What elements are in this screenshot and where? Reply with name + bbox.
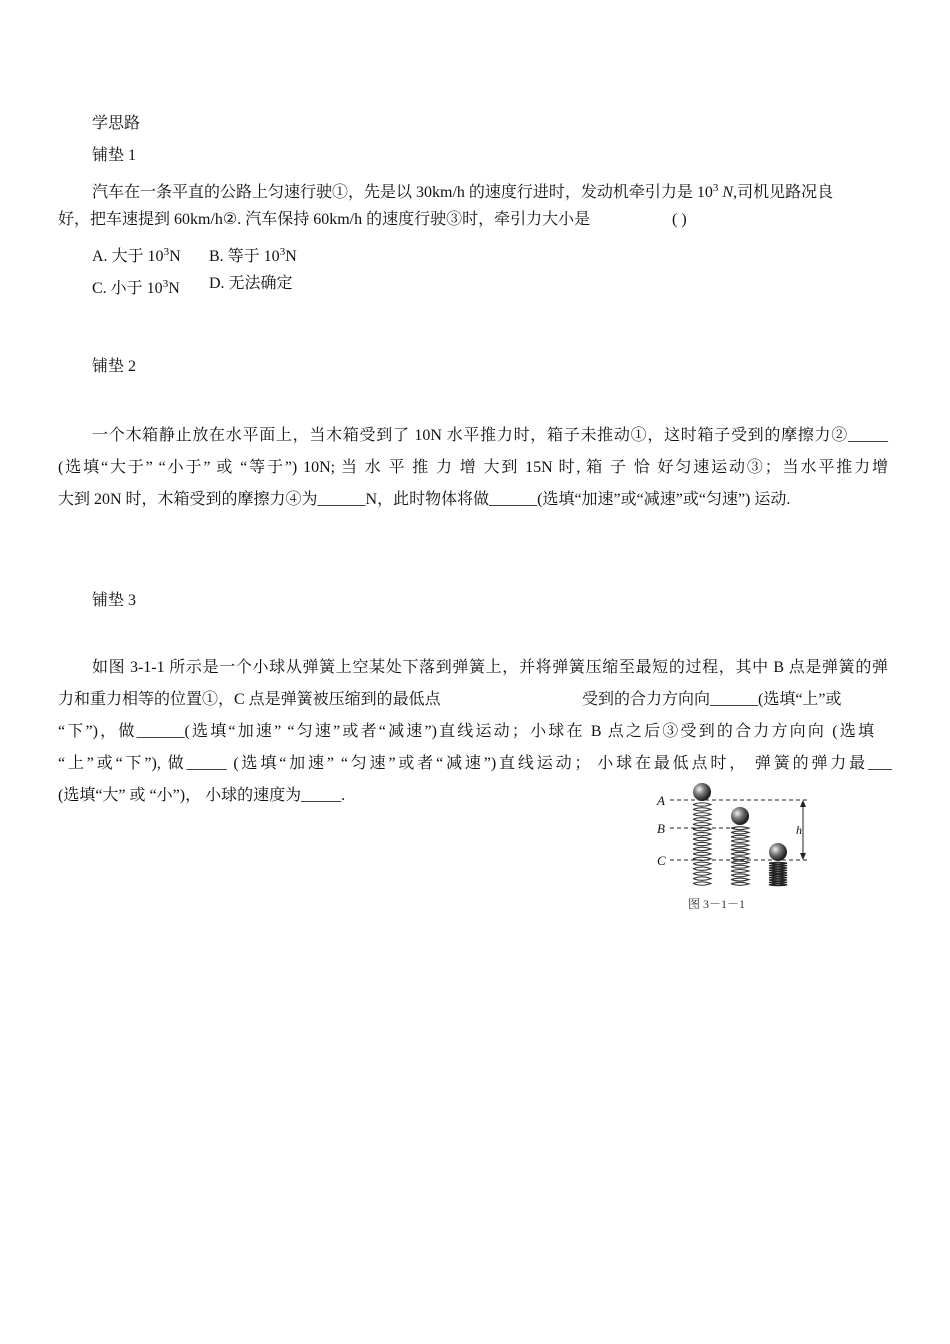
section3-line5: (选填“大” 或 “小”)， 小球的速度为_____. [58, 787, 346, 804]
option-d[interactable]: D. 无法确定 [209, 275, 293, 292]
option-b[interactable]: B. 等于 $10^3N$ [209, 246, 297, 265]
section3-heading: 铺垫 3 [92, 592, 137, 609]
spring-compressed [769, 862, 787, 885]
ball-at-a [693, 783, 711, 801]
section3-line1: 如图 3-1-1 所示是一个小球从弹簧上空某处下落到弹簧上，并将弹簧压缩至最短的过程，其中 B 点是弹簧的弹 [92, 659, 888, 676]
option-c[interactable]: C. 小于 $10^3N$ [92, 278, 180, 297]
spring-b [731, 827, 749, 886]
section3-line2a: 力和重力相等的位置①，C 点是弹簧被压缩到的最低点 [58, 691, 441, 708]
section2-line2: (选填“大于” “小于” 或 “等于”) 10N; 当 水 平 推 力 增 大到 15N 时, 箱 子 恰 好匀速运动③；当水平推力增 [58, 459, 888, 476]
label-b: B [657, 821, 665, 836]
answer-bracket: ( ) [672, 211, 687, 228]
page-title: 学思路 [92, 115, 141, 132]
section2-line1: 一个木箱静止放在水平面上，当木箱受到了 10N 水平推力时，箱子未推动①，这时箱子受到的摩擦力②_____ [92, 427, 888, 444]
spring-figure [650, 778, 820, 913]
section1-line1: 汽车在一条平直的公路上匀速行驶①，先是以 30km/h 的速度行进时，发动机牵引力是 $10^3$ N,司机见路况良 [92, 182, 834, 201]
ball-at-c [769, 843, 787, 861]
label-c: C [657, 853, 666, 868]
section1-heading: 铺垫 1 [92, 147, 137, 164]
section3-line2b: 受到的合力方向向______(选填“上”或 [582, 691, 842, 708]
ball-at-b [731, 807, 749, 825]
label-h: h [796, 823, 802, 837]
figure-caption: 图 3－1－1 [688, 897, 746, 911]
section2-line3: 大到 20N 时，木箱受到的摩擦力④为______N，此时物体将做______(选填“加速”或“减速”或“匀速”) 运动. [58, 491, 791, 508]
option-a[interactable]: A. 大于 $10^3N$ [92, 246, 181, 265]
spring-full [693, 803, 711, 886]
section2-heading: 铺垫 2 [92, 358, 137, 375]
section3-line3: “下”)，做______(选填“加速” “匀速”或者“减速”)直线运动；小球在 B 点之后③受到的合力方向向 (选填 [58, 723, 874, 740]
section3-line4: “上”或“下”), 做_____ (选填“加速” “匀速”或者“减速”)直线运动； 小球在最低点时， 弹簧的弹力最___ [58, 755, 892, 772]
label-a: A [657, 793, 665, 808]
section1-line2: 好，把车速提到 60km/h②. 汽车保持 60km/h 的速度行驶③时，牵引力大小是 [58, 211, 591, 228]
